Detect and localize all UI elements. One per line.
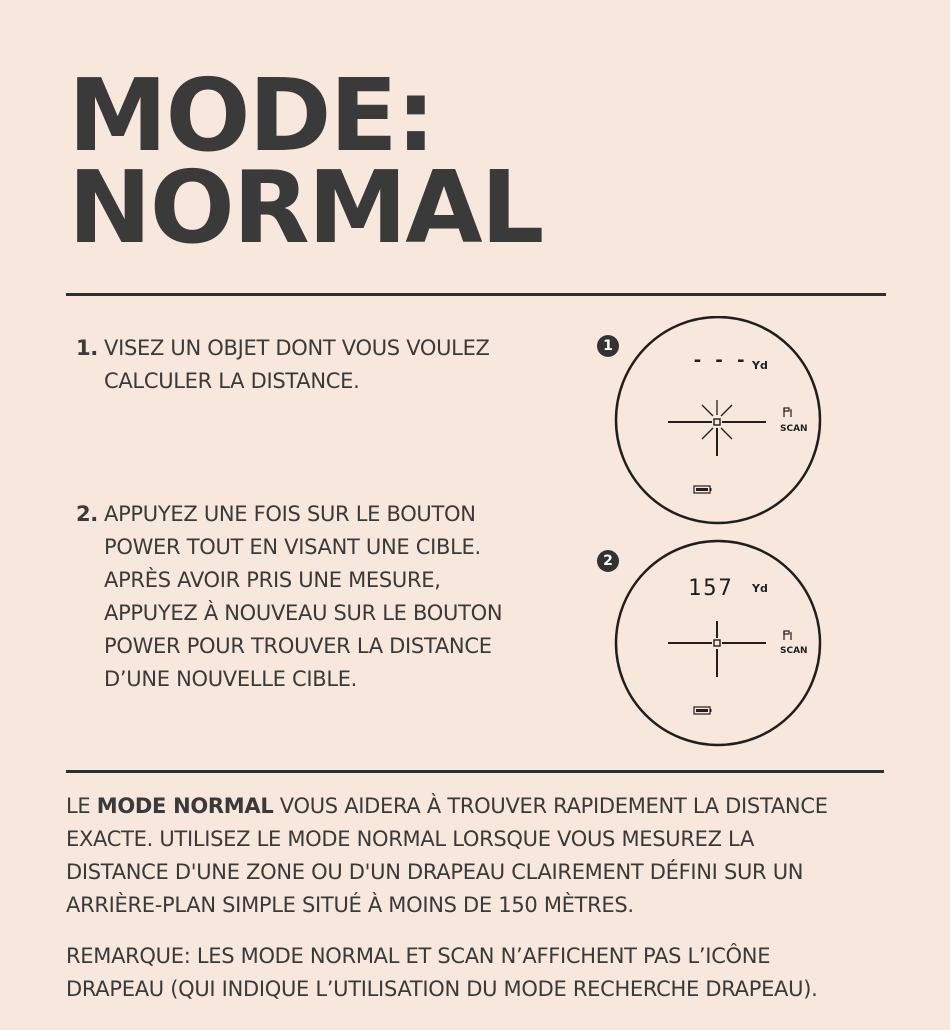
step-2-line-5: POWER POUR TROUVER LA DISTANCE	[104, 634, 492, 658]
viewfinder-circle	[616, 541, 820, 745]
step-1	[76, 332, 490, 398]
step-1-line-1: VISEZ UN OBJET DONT VOUS VOULEZ	[104, 336, 490, 360]
note-paragraph	[66, 940, 926, 1006]
top-divider	[66, 293, 886, 296]
battery-icon	[694, 707, 712, 714]
step-2-line-2: POWER TOUT EN VISANT UNE CIBLE.	[104, 535, 481, 559]
step-2-line-4: APPUYEZ À NOUVEAU SUR LE BOUTON	[104, 601, 503, 625]
title-line-1: MODE:	[68, 57, 434, 174]
note-line-1: REMARQUE: LES MODE NORMAL ET SCAN N’AFFICHENT PAS L’ICÔNE	[66, 944, 771, 968]
flag-icon	[784, 631, 791, 640]
flag-icon	[784, 408, 791, 417]
viewfinder-circle	[616, 317, 820, 523]
description-paragraph	[66, 790, 926, 922]
description-line-3: DISTANCE D'UNE ZONE OU D'UN DRAPEAU CLAIREMENT DÉFINI SUR UN	[66, 860, 804, 884]
description-line-2: EXACTE. UTILISEZ LE MODE NORMAL LORSQUE VOUS MESUREZ LA	[66, 827, 755, 851]
page-title	[68, 57, 543, 266]
scope-1-badge: 1	[597, 335, 619, 357]
unit-label: Yd	[752, 582, 768, 595]
step-1-number: 1.	[76, 336, 98, 360]
step-2-line-1: APPUYEZ UNE FOIS SUR LE BOUTON	[104, 502, 476, 526]
description-line-4: ARRIÈRE-PLAN SIMPLE SITUÉ À MOINS DE 150 MÈTRES.	[66, 893, 634, 917]
step-2-line-6: D’UNE NOUVELLE CIBLE.	[104, 667, 358, 691]
crosshair-icon	[668, 621, 766, 677]
scope-2-viewfinder	[610, 539, 880, 749]
description-lead: LE	[66, 794, 97, 818]
step-2-line-3: APRÈS AVOIR PRIS UNE MESURE,	[104, 568, 441, 592]
unit-label: Yd	[752, 359, 768, 372]
step-2	[76, 498, 502, 696]
step-2-number: 2.	[76, 502, 98, 526]
crosshair-icon	[668, 419, 766, 456]
scope-2-badge: 2	[597, 550, 619, 572]
distance-reading: - - -	[692, 350, 747, 371]
scope-1-viewfinder	[610, 316, 880, 526]
description-highlight: MODE NORMAL	[96, 794, 274, 818]
mode-label: SCAN	[780, 646, 808, 656]
battery-icon	[694, 486, 712, 493]
bottom-divider	[66, 770, 884, 773]
distance-reading: 157	[688, 576, 734, 601]
note-line-2: DRAPEAU (QUI INDIQUE L’UTILISATION DU MODE RECHERCHE DRAPEAU).	[66, 977, 818, 1001]
mode-label: SCAN	[780, 424, 808, 434]
title-line-2: NORMAL	[68, 149, 543, 266]
step-1-line-2: CALCULER LA DISTANCE.	[104, 369, 360, 393]
description-line-1: VOUS AIDERA À TROUVER RAPIDEMENT LA DISTANCE	[273, 794, 828, 818]
